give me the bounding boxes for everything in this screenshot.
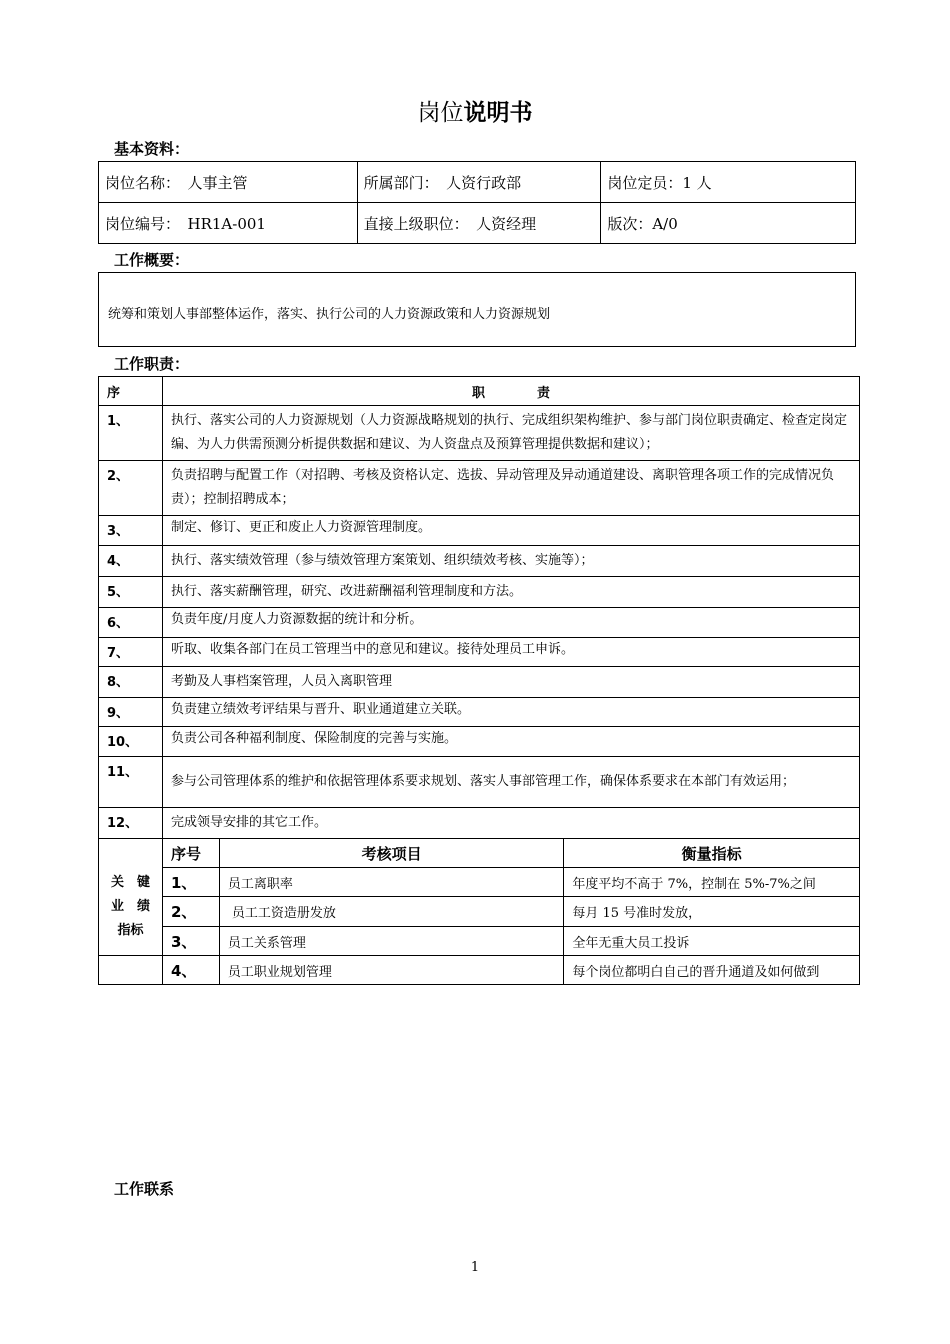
version-cell: 版次：A/0 [601,203,856,244]
kpi-header-row [99,839,860,868]
duty-row [99,667,860,698]
duties-heading: 工作职责： [114,355,190,373]
kpi-col-no: 序号 [162,839,219,868]
kpi-col-item: 考核项目 [219,839,563,868]
contact-heading: 工作联系 [114,1180,175,1198]
kpi-metric: 年度平均不高于 7%，控制在 5%-7%之间 [564,868,860,897]
duty-number: 2、 [99,461,163,516]
duty-number: 6、 [99,608,163,638]
title-part2: 说明书 [463,99,533,126]
duty-text: 制定、修订、更正和废止人力资源管理制度。 [162,516,859,546]
position-code-cell: 岗位编号： HR1A-001 [99,203,358,244]
kpi-row [99,868,860,897]
basic-info-table [98,161,856,244]
duty-row [99,577,860,608]
kpi-metric: 每个岗位都明白自己的晋升通道及如何做到 [564,956,860,985]
duties-header-row [99,377,860,406]
kpi-row [99,927,860,956]
kpi-metric: 每月 15 号准时发放， [564,897,860,927]
kpi-label-cell [99,839,163,956]
kpi-metric: 全年无重大员工投诉 [564,927,860,956]
duty-number: 11、 [99,757,163,808]
page-title [0,94,950,127]
duty-number: 3、 [99,516,163,546]
duty-row [99,546,860,577]
duty-text: 完成领导安排的其它工作。 [162,808,859,839]
duty-text: 执行、落实薪酬管理，研究、改进薪酬福利管理制度和方法。 [162,577,859,608]
kpi-item: 员工关系管理 [219,927,563,956]
duty-text: 考勤及人事档案管理，人员入离职管理 [162,667,859,698]
duty-row [99,727,860,757]
kpi-label-line3: 指标 [117,923,144,938]
duty-number: 1、 [99,406,163,461]
kpi-label-line1: 关 键 [110,875,150,890]
basic-row-1 [99,162,856,203]
kpi-row [99,956,860,985]
duty-row [99,461,860,516]
duty-row [99,808,860,839]
duty-row [99,698,860,727]
duty-number: 10、 [99,727,163,757]
kpi-number: 1、 [162,868,219,897]
duties-col-no: 序 [99,377,163,406]
duty-number: 7、 [99,638,163,667]
duty-text: 负责公司各种福利制度、保险制度的完善与实施。 [162,727,859,757]
duty-text: 执行、落实绩效管理（参与绩效管理方案策划、组织绩效考核、实施等）； [162,546,859,577]
duty-row [99,638,860,667]
kpi-item: 员工职业规划管理 [219,956,563,985]
summary-text: 统筹和策划人事部整体运作，落实、执行公司的人力资源政策和人力资源规划 [108,307,551,322]
basic-row-2 [99,203,856,244]
duty-number: 5、 [99,577,163,608]
duty-row [99,406,860,461]
summary-box [98,272,856,347]
duty-row [99,516,860,546]
duty-text: 执行、落实公司的人力资源规划（人力资源战略规划的执行、完成组织架构维护、参与部门岗位职责确定、检查定岗定编、为人力供需预测分析提供数据和建议、为人资盘点及预算管理提供数据和建议）； [162,406,859,461]
supervisor-cell: 直接上级职位： 人资经理 [357,203,601,244]
position-name-cell: 岗位名称： 人事主管 [99,162,358,203]
department-cell: 所属部门： 人资行政部 [357,162,601,203]
kpi-item: 员工工资造册发放 [219,897,563,927]
page-number: 1 [470,1260,480,1275]
basic-heading: 基本资料： [114,140,190,158]
kpi-number: 4、 [162,956,219,985]
duties-col-duty: 职 责 [162,377,859,406]
duties-table [98,376,860,985]
kpi-number: 2、 [162,897,219,927]
kpi-number: 3、 [162,927,219,956]
kpi-label-blank-cell [99,956,163,985]
kpi-item: 员工离职率 [219,868,563,897]
duty-number: 4、 [99,546,163,577]
title-part1: 岗位 [417,100,464,126]
duty-text: 负责建立绩效考评结果与晋升、职业通道建立关联。 [162,698,859,727]
duty-number: 12、 [99,808,163,839]
kpi-col-metric: 衡量指标 [564,839,860,868]
headcount-cell: 岗位定员：1 人 [601,162,856,203]
duty-text: 参与公司管理体系的维护和依据管理体系要求规划、落实人事部管理工作，确保体系要求在本部门有效运用； [162,757,859,808]
duty-text: 听取、收集各部门在员工管理当中的意见和建议。接待处理员工申诉。 [162,638,859,667]
duty-number: 9、 [99,698,163,727]
kpi-row [99,897,860,927]
duty-text: 负责年度/月度人力资源数据的统计和分析。 [162,608,859,638]
duty-number: 8、 [99,667,163,698]
duty-text: 负责招聘与配置工作（对招聘、考核及资格认定、选拔、异动管理及异动通道建设、离职管理各项工作的完成情况负责）；控制招聘成本； [162,461,859,516]
summary-heading: 工作概要： [114,251,190,269]
duty-row [99,608,860,638]
duty-row [99,757,860,808]
kpi-label-line2: 业 绩 [110,899,150,914]
